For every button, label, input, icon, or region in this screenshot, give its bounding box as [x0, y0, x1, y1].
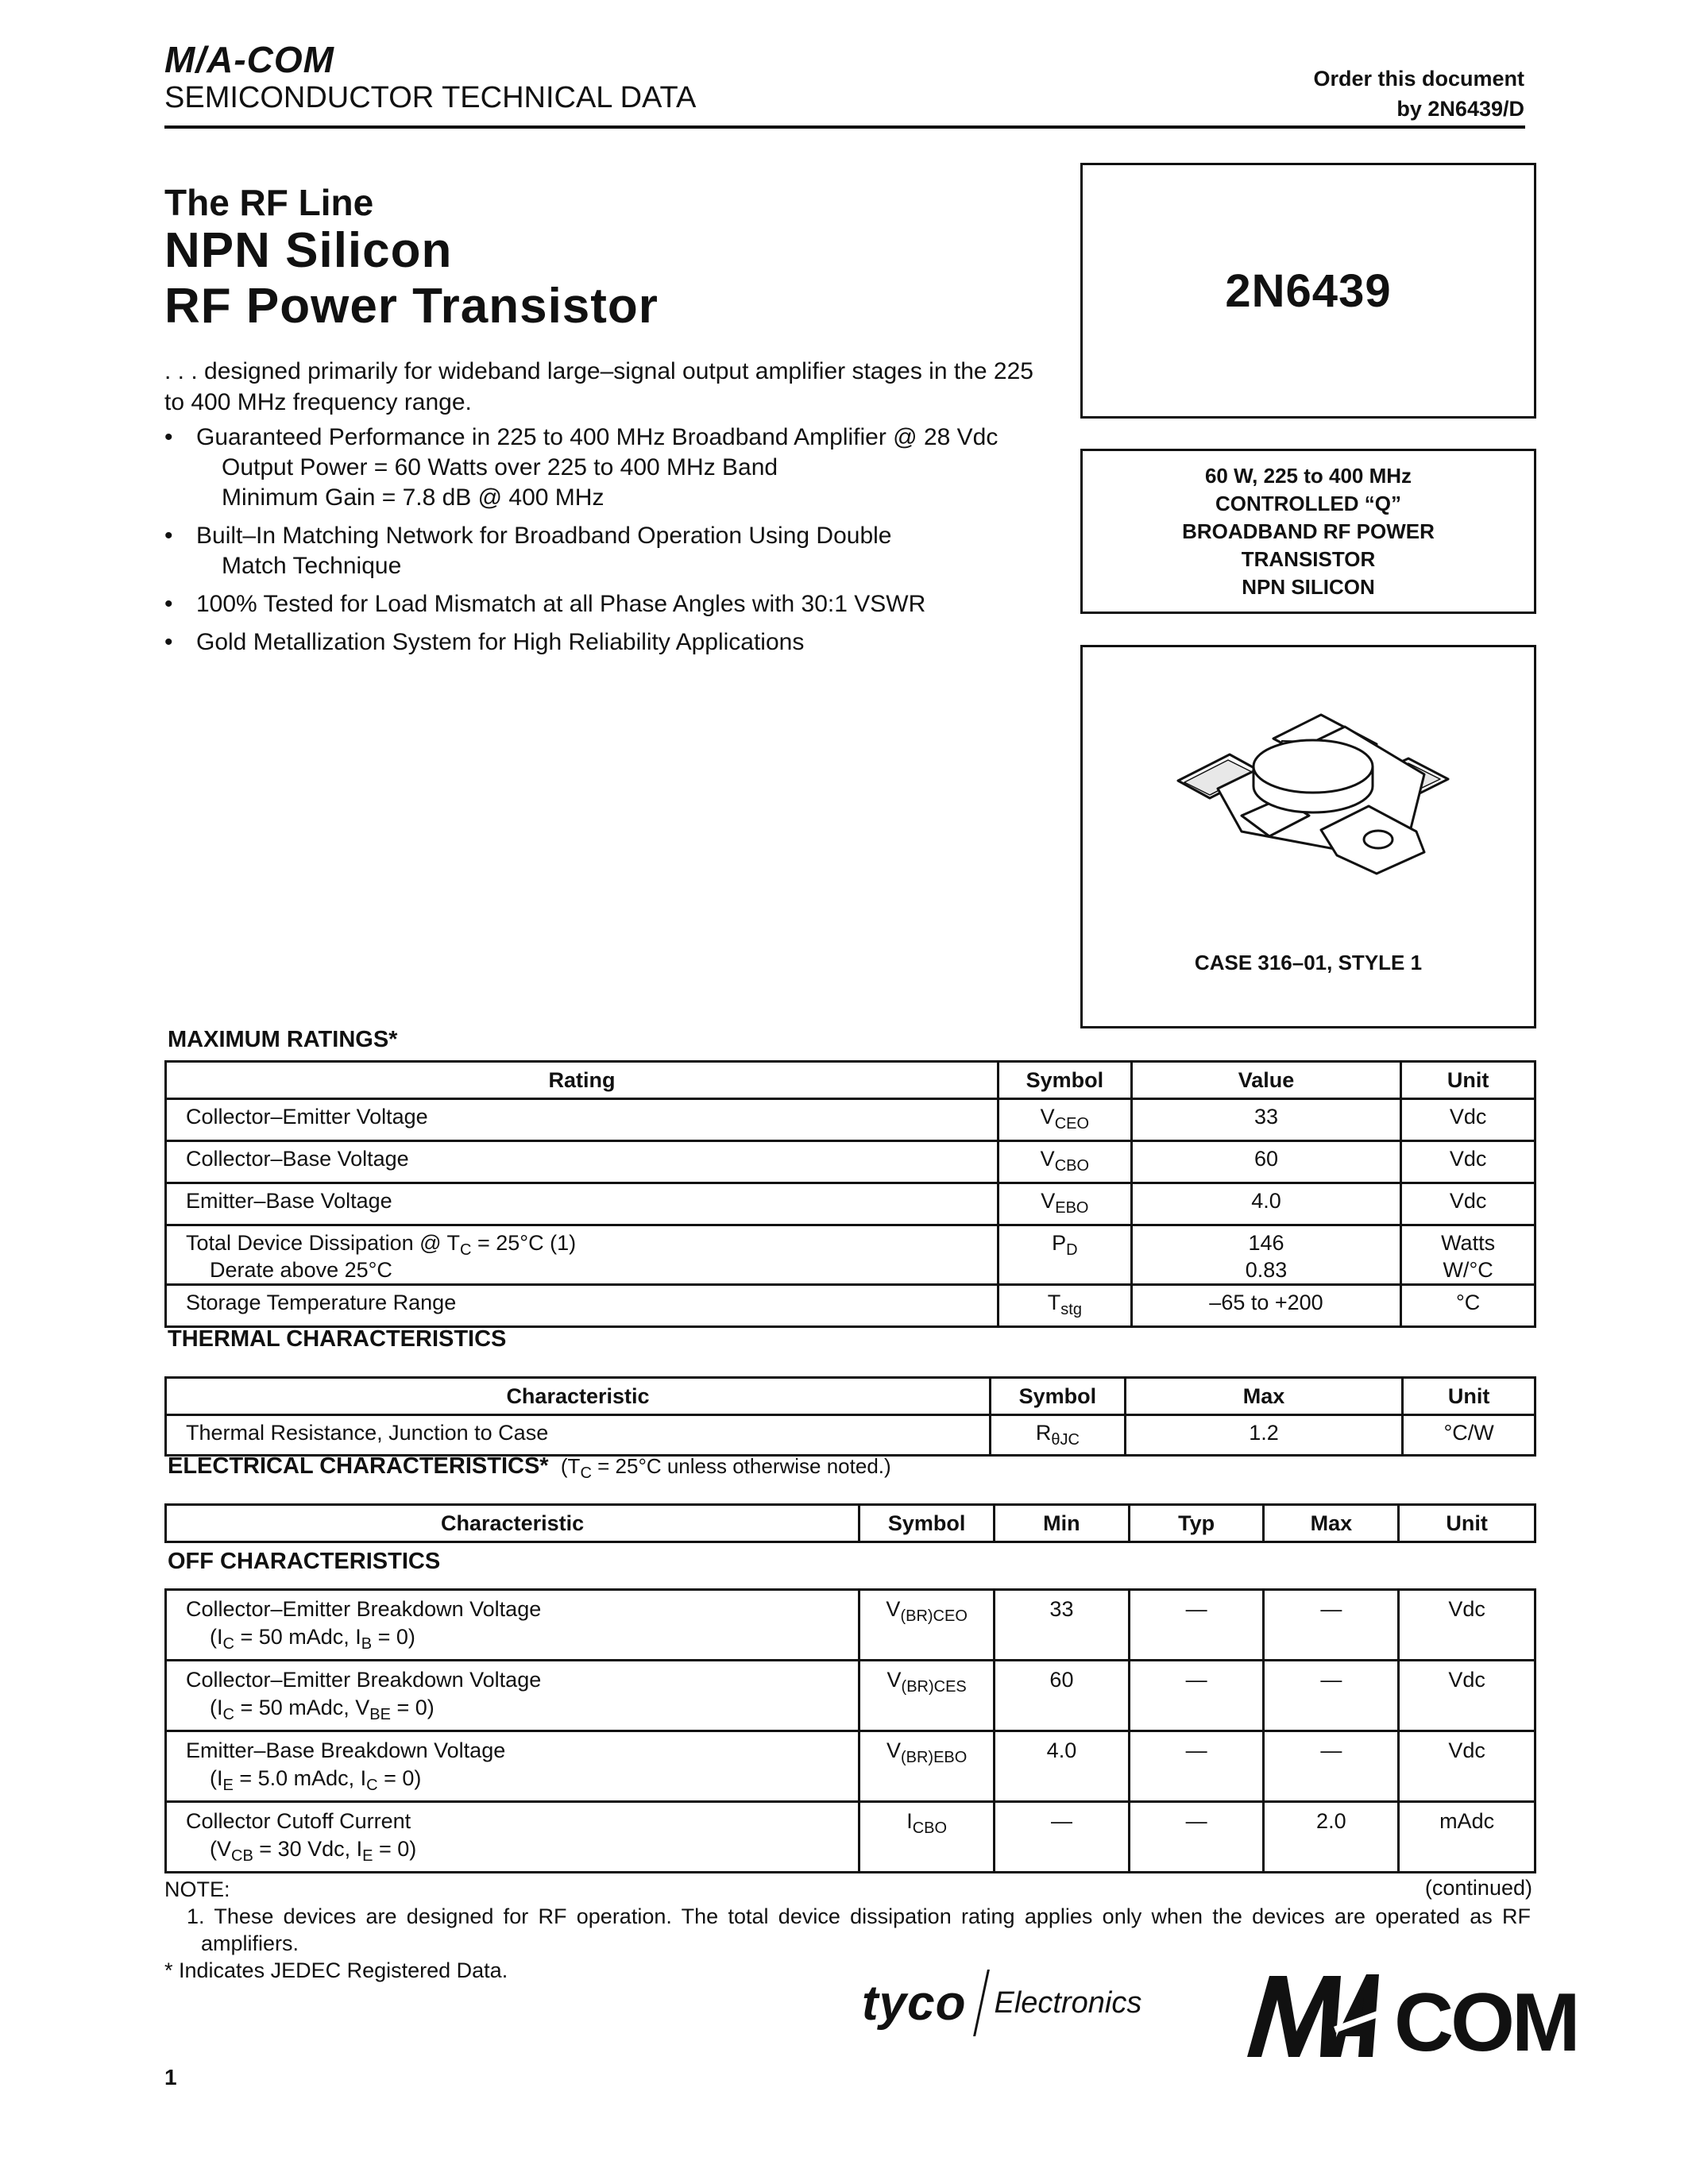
table-header-row: Rating Symbol Value Unit — [166, 1062, 1535, 1099]
page-number: 1 — [164, 2065, 177, 2089]
feature-item: • 100% Tested for Load Mismatch at all Phase Angles with 30:1 VSWR — [164, 589, 1046, 619]
case-caption: CASE 316–01, STYLE 1 — [1194, 951, 1423, 974]
table-row: Total Device Dissipation @ $T_C = 25^\circ C$ (1) Derate above 25°C $P_D$ 146 0.83 Watts W/°C — [166, 1225, 1535, 1285]
table-row: Collector–Base Voltage $V_{CBO}$ 60 Vdc — [166, 1141, 1535, 1183]
macom-logo — [1247, 1968, 1581, 2067]
table-row: Thermal Resistance, Junction to Case $R_{\theta JC}$ 1.2 °C/W — [166, 1415, 1535, 1456]
jedec-note: * Indicates JEDEC Registered Data. — [164, 1958, 508, 1982]
electrical-header-table — [164, 1503, 1536, 1543]
header-divider — [164, 125, 1525, 129]
electronics-wordmark: Electronics — [994, 1985, 1142, 2020]
table-header-row: Characteristic Symbol Min Typ Max Unit — [166, 1505, 1535, 1542]
logo-slash — [974, 1970, 991, 2036]
bullet: • — [164, 523, 173, 549]
electrical-conditions: ($T_C = 25^\circ C$ unless otherwise noted.) — [560, 1454, 891, 1482]
max-ratings-table — [164, 1060, 1536, 1328]
feature-list — [164, 423, 1046, 666]
product-title-line-2: RF Power Transistor — [164, 279, 659, 334]
macom-logo-mark — [1247, 1968, 1581, 2063]
order-line-1: Order this document — [1313, 67, 1524, 91]
device-summary-box: 60 W, 225 to 400 MHz CONTROLLED “Q” BROADBAND RF POWER TRANSISTOR NPN SILICON — [1080, 449, 1536, 614]
brand-logo-text: M/A-COM — [164, 39, 334, 80]
thermal-table — [164, 1376, 1536, 1457]
macom-logo-letters: COM — [1394, 1977, 1578, 2063]
table-row: Emitter–Base Breakdown Voltage ($I_E = 5.0$ mAdc, $I_C = 0$) $V_{(BR)EBO}$ 4.0 — — Vdc — [166, 1731, 1535, 1802]
table-row: Emitter–Base Voltage $V_{EBO}$ 4.0 Vdc — [166, 1183, 1535, 1225]
feature-item: • Gold Metallization System for High Reliability Applications — [164, 627, 1046, 658]
table-row: Collector–Emitter Voltage $V_{CEO}$ 33 Vdc — [166, 1099, 1535, 1141]
feature-item: • Guaranteed Performance in 225 to 400 MHz Broadband Amplifier @ 28 Vdc Output Power = 60 Watts over 225 to 400 MHz Band Minimum Gain = 7.8 dB @ 400 MHz — [164, 424, 999, 511]
tyco-wordmark: tyco — [862, 1975, 967, 2031]
note-label: NOTE: — [164, 1877, 230, 1901]
bullet: • — [164, 629, 173, 655]
table-row: Collector–Emitter Breakdown Voltage ($I_C = 50$ mAdc, $V_{BE} = 0$) $V_{(BR)CES}$ 60 — — Vdc — [166, 1661, 1535, 1731]
thermal-heading: THERMAL CHARACTERISTICS — [168, 1326, 507, 1352]
document-class: SEMICONDUCTOR TECHNICAL DATA — [164, 81, 697, 114]
part-number: 2N6439 — [1225, 264, 1392, 317]
off-characteristics-table — [164, 1588, 1536, 1873]
bullet: • — [164, 424, 173, 450]
package-box — [1080, 645, 1536, 1028]
table-row: Collector Cutoff Current ($V_{CB} = 30$ Vdc, $I_E = 0$) $I_{CBO}$ — — 2.0 mAdc — [166, 1802, 1535, 1873]
order-info — [1313, 64, 1524, 124]
max-ratings-heading: MAXIMUM RATINGS* — [168, 1027, 398, 1052]
description: . . . designed primarily for wideband large–signal output amplifier stages in the 225 to 400 MHz frequency range. — [164, 358, 1033, 415]
transistor-package-image — [1083, 647, 1539, 933]
product-title-line-1: NPN Silicon — [164, 223, 453, 278]
table-row: Collector–Emitter Breakdown Voltage ($I_C = 50$ mAdc, $I_B = 0$) $V_{(BR)CEO}$ 33 — — Vdc — [166, 1590, 1535, 1661]
table-row: Storage Temperature Range $T_{stg}$ –65 to +200 °C — [166, 1285, 1535, 1327]
electrical-heading-line — [168, 1453, 891, 1480]
continued-label: (continued) — [1424, 1876, 1532, 1900]
feature-item: • Built–In Matching Network for Broadband Operation Using Double Match Technique — [164, 523, 892, 579]
note-1: 1. These devices are designed for RF operation. The total device dissipation rating applies only when the devices are operated as RF amplifiers. — [187, 1904, 1531, 1955]
bullet: • — [164, 591, 173, 617]
order-line-2: by 2N6439/D — [1396, 97, 1524, 121]
series-title: The RF Line — [164, 182, 374, 223]
part-number-box — [1080, 163, 1536, 419]
off-characteristics-heading: OFF CHARACTERISTICS — [168, 1549, 441, 1574]
table-header-row: Characteristic Symbol Max Unit — [166, 1378, 1535, 1415]
electrical-heading: ELECTRICAL CHARACTERISTICS* — [168, 1453, 549, 1479]
tyco-electronics-logo — [862, 1970, 1141, 2036]
